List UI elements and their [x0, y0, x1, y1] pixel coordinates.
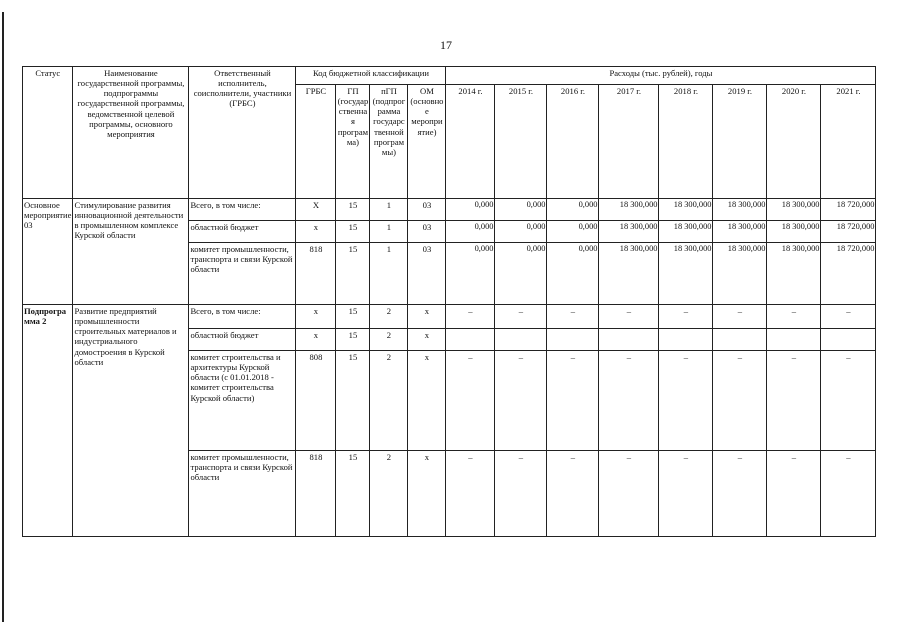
header-row-1: [23, 67, 876, 85]
row-value: 18 300,000: [713, 221, 767, 243]
header-expenses: Расходы (тыс. рублей), годы: [446, 67, 876, 85]
row-responsible: комитет строительства и архитектуры Курской области (с 01.01.2018 - комитет строительства Курской области): [189, 351, 296, 451]
header-om: ОМ (основное мероприятие): [408, 85, 446, 199]
row-value: [446, 329, 495, 351]
row-value: –: [495, 351, 547, 451]
row-value: 18 300,000: [599, 243, 659, 305]
row-value: –: [599, 351, 659, 451]
row-value: –: [599, 451, 659, 537]
row-pgp: 1: [370, 199, 408, 221]
row-value: –: [713, 305, 767, 329]
row-grbs: 818: [296, 451, 336, 537]
row-value: [713, 329, 767, 351]
row-value: 0,000: [446, 199, 495, 221]
header-year: 2017 г.: [599, 85, 659, 199]
block1-name: Стимулирование развития инновационной деятельности в промышленном комплексе Курской области: [73, 199, 189, 305]
header-status: Статус: [23, 67, 73, 199]
row-value: –: [713, 451, 767, 537]
row-value: [821, 329, 876, 351]
row-value: 0,000: [495, 199, 547, 221]
row-responsible: Всего, в том числе:: [189, 305, 296, 329]
row-value: –: [659, 305, 713, 329]
row-gp: 15: [336, 329, 370, 351]
row-value: 18 300,000: [767, 221, 821, 243]
row-value: –: [446, 351, 495, 451]
row-value: [659, 329, 713, 351]
row-value: 0,000: [547, 221, 599, 243]
row-gp: 15: [336, 243, 370, 305]
row-om: 03: [408, 221, 446, 243]
row-value: [767, 329, 821, 351]
row-responsible: областной бюджет: [189, 329, 296, 351]
row-responsible: комитет промышленности, транспорта и связи Курской области: [189, 243, 296, 305]
row-grbs: х: [296, 305, 336, 329]
row-value: 18 300,000: [599, 199, 659, 221]
row-value: 0,000: [495, 221, 547, 243]
row-value: –: [821, 305, 876, 329]
row-value: –: [495, 305, 547, 329]
header-year: 2019 г.: [713, 85, 767, 199]
row-value: –: [547, 351, 599, 451]
block2-status: Подпрограмма 2: [23, 305, 73, 537]
row-gp: 15: [336, 221, 370, 243]
row-responsible: областной бюджет: [189, 221, 296, 243]
header-pgp: пГП (подпрограмма государственной программы): [370, 85, 408, 199]
row-value: –: [821, 451, 876, 537]
row-grbs: 818: [296, 243, 336, 305]
row-value: 18 300,000: [713, 243, 767, 305]
row-value: –: [446, 305, 495, 329]
row-grbs: х: [296, 221, 336, 243]
page-number: 17: [440, 38, 452, 52]
row-value: 18 300,000: [659, 221, 713, 243]
row-value: –: [767, 451, 821, 537]
row-responsible: комитет промышленности, транспорта и связи Курской области: [189, 451, 296, 537]
row-grbs: 808: [296, 351, 336, 451]
row-value: 0,000: [547, 243, 599, 305]
header-year: 2018 г.: [659, 85, 713, 199]
row-pgp: 2: [370, 351, 408, 451]
row-pgp: 2: [370, 451, 408, 537]
header-responsible: Ответственный исполнитель, соисполнители, участники (ГРБС): [189, 67, 296, 199]
header-grbs: ГРБС: [296, 85, 336, 199]
row-value: 18 300,000: [767, 199, 821, 221]
table-row: [23, 305, 876, 329]
row-value: –: [446, 451, 495, 537]
row-value: –: [821, 351, 876, 451]
row-value: [599, 329, 659, 351]
row-value: 18 300,000: [767, 243, 821, 305]
header-year: 2020 г.: [767, 85, 821, 199]
header-name: Наименование государственной программы, подпрограммы государственной программы, ведомственной целевой программы, основного мероприятия: [73, 67, 189, 199]
row-value: –: [713, 351, 767, 451]
table-row: [23, 199, 876, 221]
row-value: 18 300,000: [659, 199, 713, 221]
row-value: –: [767, 305, 821, 329]
row-value: 0,000: [446, 243, 495, 305]
budget-table: [22, 66, 876, 537]
row-om: 03: [408, 243, 446, 305]
header-year: 2021 г.: [821, 85, 876, 199]
block1-status: Основное мероприятие 03: [23, 199, 73, 305]
row-value: 18 300,000: [599, 221, 659, 243]
row-om: х: [408, 451, 446, 537]
row-value: –: [547, 451, 599, 537]
header-gp: ГП (государственная программа): [336, 85, 370, 199]
row-value: 18 720,000: [821, 199, 876, 221]
row-gp: 15: [336, 351, 370, 451]
row-value: –: [495, 451, 547, 537]
row-om: х: [408, 329, 446, 351]
row-value: –: [659, 351, 713, 451]
row-value: 0,000: [446, 221, 495, 243]
row-value: 18 300,000: [659, 243, 713, 305]
row-pgp: 1: [370, 243, 408, 305]
row-value: 18 300,000: [713, 199, 767, 221]
row-grbs: Х: [296, 199, 336, 221]
header-budget-code: Код бюджетной классификации: [296, 67, 446, 85]
page-edge-line: [2, 12, 4, 622]
row-grbs: х: [296, 329, 336, 351]
row-value: –: [599, 305, 659, 329]
row-gp: 15: [336, 305, 370, 329]
row-value: –: [547, 305, 599, 329]
row-value: [547, 329, 599, 351]
row-value: –: [767, 351, 821, 451]
header-year: 2016 г.: [547, 85, 599, 199]
row-om: х: [408, 351, 446, 451]
row-responsible: Всего, в том числе:: [189, 199, 296, 221]
row-value: [495, 329, 547, 351]
row-value: 18 720,000: [821, 221, 876, 243]
row-om: х: [408, 305, 446, 329]
row-om: 03: [408, 199, 446, 221]
row-gp: 15: [336, 451, 370, 537]
row-pgp: 2: [370, 329, 408, 351]
row-gp: 15: [336, 199, 370, 221]
header-year: 2015 г.: [495, 85, 547, 199]
row-value: –: [659, 451, 713, 537]
row-value: 0,000: [495, 243, 547, 305]
row-value: 0,000: [547, 199, 599, 221]
row-pgp: 2: [370, 305, 408, 329]
row-value: 18 720,000: [821, 243, 876, 305]
block2-name: Развитие предприятий промышленности строительных материалов и индустриального домостроения в Курской области: [73, 305, 189, 537]
header-year: 2014 г.: [446, 85, 495, 199]
row-pgp: 1: [370, 221, 408, 243]
